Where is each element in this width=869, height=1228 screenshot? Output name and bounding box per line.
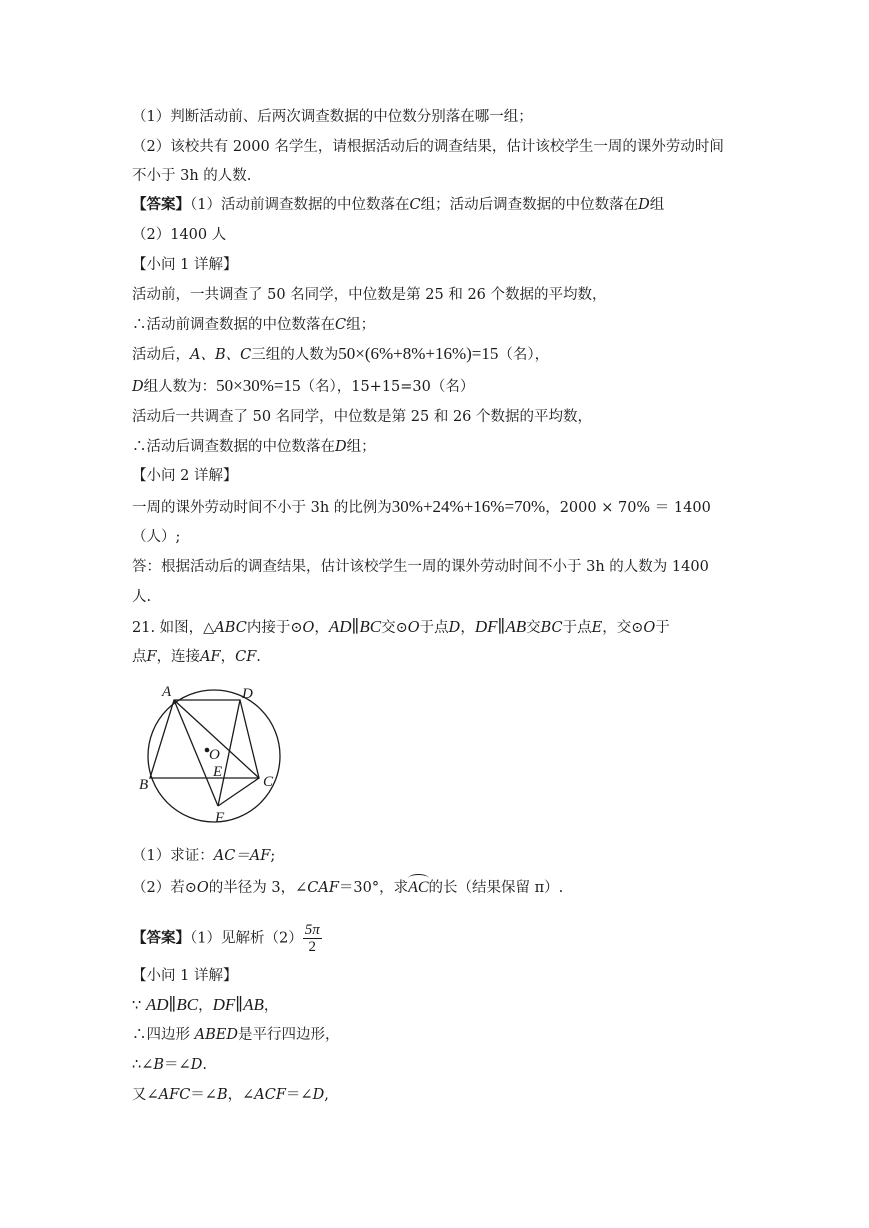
math-expression: AD∥BC	[328, 617, 382, 636]
text: ∵	[132, 998, 146, 1014]
text: ∴活动后调查数据的中位数落在	[132, 439, 335, 455]
q21-part2	[132, 878, 563, 898]
segment-df	[218, 700, 240, 806]
answer20-line2: （2）1400 人	[132, 227, 227, 243]
text: 内接于⊙	[246, 620, 303, 636]
math-expression: 30%+24%+16%=70%	[391, 497, 546, 516]
text: 交⊙	[381, 620, 408, 636]
math-expression: AD∥BC	[145, 995, 199, 1014]
label-o: O	[209, 747, 220, 763]
fraction-denominator: 2	[308, 939, 316, 955]
label-a: A	[162, 684, 172, 700]
var: ACF	[254, 1087, 286, 1103]
text: ∴四边形	[132, 1027, 195, 1043]
label-f: F	[215, 810, 225, 826]
detail20-1-line4	[132, 376, 474, 397]
math-expression: DF∥AB	[212, 995, 264, 1014]
var: CF	[235, 649, 257, 665]
text: ，交⊙	[602, 620, 644, 636]
var: D	[132, 379, 144, 395]
detail20-2-line1	[132, 497, 711, 518]
detail21-1-line1	[132, 995, 278, 1016]
text: 是平行四边形，	[237, 1027, 340, 1043]
detail20-1-heading: 【小问 1 详解】	[132, 257, 238, 273]
answer20-text-b: 组；活动后调查数据的中位数落在	[420, 197, 639, 213]
text: ∴∠	[132, 1057, 154, 1073]
text: ＝∠	[190, 1087, 217, 1103]
text: 组；	[346, 317, 376, 333]
var: D	[448, 620, 461, 636]
fraction-5pi-over-2	[303, 922, 322, 955]
detail20-2-heading: 【小问 2 详解】	[132, 468, 238, 484]
text: 的长（结果保留 π）.	[428, 880, 564, 896]
detail21-1-line3	[132, 1055, 207, 1075]
q21-line2	[132, 647, 261, 667]
text: （名），15+15=30（名）	[300, 379, 475, 395]
var: B	[153, 1057, 165, 1073]
text: ∴活动前调查数据的中位数落在	[132, 317, 335, 333]
text: 于点	[419, 620, 449, 636]
text: 于点	[562, 620, 592, 636]
label-b: B	[139, 777, 149, 793]
detail20-1-line3	[132, 344, 549, 365]
detail21-1-line4	[132, 1085, 329, 1105]
label-d: D	[242, 686, 253, 702]
text: ;	[270, 848, 276, 864]
q21-line1	[132, 617, 670, 638]
detail20-1-line2	[132, 315, 375, 335]
var: AC＝AF	[213, 848, 271, 864]
text: 活动后，	[132, 347, 190, 363]
detail20-2-line2: （人）;	[132, 529, 181, 545]
math-expression: DF∥AB	[474, 617, 527, 636]
text: 三组的人数为	[251, 347, 339, 363]
var: ABC	[214, 620, 247, 636]
detail20-1-line1: 活动前，一共调查了 50 名同学，中位数是第 25 和 26 个数据的平均数，	[132, 287, 607, 303]
detail20-1-line6	[132, 437, 376, 457]
var: E	[591, 620, 603, 636]
var: ABED	[194, 1027, 238, 1043]
segment-cf	[218, 778, 259, 806]
arc-ac: AC	[408, 879, 429, 896]
var: O	[643, 620, 656, 636]
text: 的半径为 3，∠	[208, 880, 308, 896]
text: ，	[198, 998, 213, 1014]
var: D	[312, 1087, 325, 1103]
detail20-2-line4: 人.	[132, 589, 152, 605]
text: 交	[526, 620, 541, 636]
math-expression: 50×(6%+8%+16%)=15	[338, 344, 499, 363]
fraction-numerator: 5π	[304, 922, 320, 938]
text: 于	[655, 620, 670, 636]
text: 一周的课外劳动时间不小于 3h 的比例为	[132, 500, 392, 516]
text: ，	[263, 998, 279, 1014]
var: AFC	[158, 1087, 191, 1103]
var: O	[196, 880, 209, 896]
math-expression: 50×30%=15	[216, 376, 301, 395]
text: ，	[220, 649, 236, 665]
group-c-var: C	[409, 197, 421, 213]
detail21-1-line2	[132, 1025, 339, 1045]
var: C	[335, 317, 347, 333]
text: （2）若⊙	[132, 880, 197, 896]
var: BC	[540, 620, 563, 636]
text: ＝∠	[285, 1087, 313, 1103]
text: ，∠	[227, 1087, 255, 1103]
text: 又∠	[132, 1087, 159, 1103]
parallelogram-outline	[150, 700, 259, 778]
var: F	[146, 649, 157, 665]
detail20-1-line5: 活动后一共调查了 50 名同学，中位数是第 25 和 26 个数据的平均数，	[132, 409, 593, 425]
var: D	[335, 439, 347, 455]
text: ＝30°，求	[338, 880, 409, 896]
text: 组；	[346, 439, 376, 455]
q20-part1: （1）判断活动前、后两次调查数据的中位数分别落在哪一组；	[132, 109, 533, 125]
var: CAF	[307, 880, 339, 896]
detail20-2-line3: 答：根据活动后的调查结果，估计该校学生一周的课外劳动时间不小于 3h 的人数为 1400	[132, 559, 709, 575]
answer20-line1	[132, 195, 664, 215]
text: ,	[324, 1087, 329, 1103]
q20-part2-line2: 不小于 3h 的人数.	[132, 168, 252, 184]
text: （1）求证：	[132, 848, 214, 864]
answer-tag: 【答案】	[132, 929, 190, 947]
q20-part2-line1: （2）该校共有 2000 名学生，请根据活动后的调查结果，估计该校学生一周的课外劳动时间	[132, 139, 724, 155]
text: ，连接	[156, 649, 201, 665]
answer-tag: 【答案】	[132, 196, 190, 213]
answer20-text-c: 组	[649, 197, 665, 213]
geometry-figure	[134, 682, 284, 827]
label-e: E	[213, 764, 223, 780]
text: 21. 如图，△	[132, 620, 215, 636]
answer20-text-a: （1）活动前调查数据的中位数落在	[190, 197, 410, 213]
var: AF	[200, 649, 221, 665]
text: .	[256, 649, 261, 665]
var: O	[407, 620, 420, 636]
text: ，2000 × 70% ＝ 1400	[545, 500, 711, 516]
var: B	[216, 1087, 228, 1103]
label-c: C	[263, 774, 274, 790]
text: 组人数为：	[143, 379, 217, 395]
var: D	[190, 1057, 203, 1073]
text: .	[202, 1057, 207, 1073]
var: A、B、C	[190, 347, 252, 363]
text: ＝∠	[164, 1057, 191, 1073]
text: ，	[460, 620, 475, 636]
text: （1）见解析（2）	[190, 930, 303, 947]
var: O	[302, 620, 315, 636]
text: （名），	[498, 347, 550, 363]
q21-part1	[132, 846, 275, 866]
group-d-var: D	[638, 197, 650, 213]
text: 点	[132, 649, 147, 665]
text: ，	[314, 620, 329, 636]
answer21	[132, 922, 322, 955]
detail21-1-heading: 【小问 1 详解】	[132, 968, 238, 984]
